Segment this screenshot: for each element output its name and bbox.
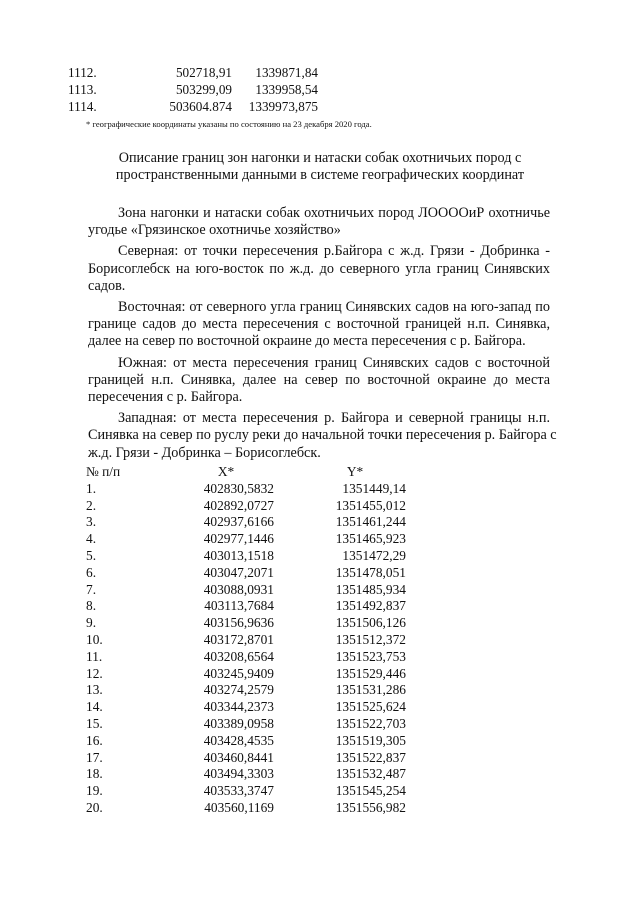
x-coordinate: 403533,3747 [203,783,274,799]
row-number: 5. [86,547,97,563]
text-line: пересечения с р. Байгора. [88,389,243,406]
text-line: Западная: от места пересечения р. Байгора и северной границы н.п. [118,410,550,427]
x-coordinate: 402892,0727 [203,497,274,513]
x-coordinate: 403047,2071 [203,564,274,580]
x-column-header: X* [217,464,235,479]
west-boundary-paragraph [88,410,557,462]
y-coordinate: 1351478,051 [335,564,406,580]
row-number: 1113. [68,82,97,97]
number-column-header: № п/п [86,464,121,479]
row-number: 20. [86,799,103,815]
row-number: 17. [86,749,103,765]
row-number: 15. [86,715,103,731]
x-coordinate: 403245,9409 [203,665,274,681]
row-number: 6. [86,564,97,580]
row-number: 14. [86,699,103,715]
table-row [86,766,406,783]
text-line: границей н.п. Синявка, далее на север по восточной окраине до места [88,371,550,388]
x-coordinate: 403208,6564 [203,648,274,664]
y-coordinate: 1351522,703 [335,715,406,731]
y-coordinate: 1351545,254 [335,783,406,799]
table-row [68,98,318,115]
heading-line: Описание границ зон нагонки и натаски собак охотничьих пород с [118,150,522,166]
coordinates-footnote: * географические координаты указаны по состоянию на 23 декабря 2020 года. [86,119,372,129]
x-coordinate: 403428,4535 [203,732,274,748]
table-row [86,498,406,515]
row-number: 19. [86,783,103,799]
table-row [68,81,318,98]
y-coordinate: 1351455,012 [335,497,406,513]
y-coordinate: 1351465,923 [335,531,406,547]
row-number: 1. [86,480,97,496]
y-coordinate: 1351506,126 [335,615,406,631]
boundary-description [88,205,557,466]
table-row [86,750,406,767]
x-coordinate: 403560,1169 [204,799,274,815]
y-column-header: Y* [346,464,364,479]
row-number: 9. [86,615,97,631]
x-coordinate: 403088,0931 [203,581,274,597]
east-boundary-paragraph [88,299,550,351]
text-line: Зона нагонки и натаски собак охотничьих пород ЛООООиР охотничье [118,205,550,221]
table-row [86,666,406,683]
x-coordinate: 503604.874 [169,99,232,114]
row-number: 18. [86,766,103,782]
y-coordinate: 1351523,753 [335,648,406,664]
x-coordinate: 403389,0958 [203,715,274,731]
row-number: 1112. [68,65,97,80]
table-row [86,582,406,599]
y-coordinate: 1351449,14 [342,480,406,496]
text-line: Синявка на север по руслу реки до начальной точки пересечения р. Байгора с [88,427,557,444]
y-coordinate: 1351512,372 [335,631,406,647]
text-line: Южная: от места пересечения границ Синявских садов с восточной [118,354,550,371]
y-coordinate: 1351556,982 [335,799,406,815]
row-number: 16. [86,732,103,748]
text-line: Восточная: от северного угла границ Синявских садов на юго-запад по [118,299,550,316]
table-row [86,565,406,582]
table-row [86,548,406,565]
row-number: 4. [86,531,97,547]
y-coordinate: 1351492,837 [335,598,406,614]
x-coordinate: 402977,1446 [203,531,274,547]
table-row [86,615,406,632]
table-row [86,531,406,548]
section-heading [70,150,570,184]
table-row [86,800,406,817]
x-coordinate: 403494,3303 [203,766,274,782]
x-coordinate: 403156,9636 [203,615,274,631]
table-row [68,64,318,81]
row-number: 1114. [68,99,97,114]
coordinates-table [86,464,406,817]
x-coordinate: 403460,8441 [203,749,274,765]
x-coordinate: 402830,5832 [203,480,274,496]
table-row [86,699,406,716]
text-line: далее на север по восточной окраине до места пересечения с р. Байгора. [88,333,526,350]
x-coordinate: 403172,8701 [203,631,274,647]
table-row [86,514,406,531]
row-number: 12. [86,665,103,681]
row-number: 13. [86,682,103,698]
x-coordinate: 403113,7684 [204,598,274,614]
text-line: садов. [88,277,126,294]
table-row [86,598,406,615]
y-coordinate: 1339958,54 [255,82,318,97]
table-row [86,481,406,498]
text-line: ж.д. Грязи - Добринка – Борисоглебск. [88,444,321,461]
row-number: 3. [86,514,97,530]
x-coordinate: 503299,09 [175,82,232,97]
y-coordinate: 1351461,244 [335,514,406,530]
table-header-row [86,464,406,481]
table-row [86,649,406,666]
x-coordinate: 403344,2373 [203,699,274,715]
x-coordinate: 403274,2579 [203,682,274,698]
y-coordinate: 1351519,305 [335,732,406,748]
table-row [86,733,406,750]
text-line: границе садов до места пересечения с восточной границей н.п. Синявка, [88,316,550,333]
x-coordinate: 502718,91 [175,65,232,80]
x-coordinate: 402937,6166 [203,514,274,530]
zone-paragraph [88,205,550,239]
y-coordinate: 1351525,624 [335,699,406,715]
text-line: Северная: от точки пересечения р.Байгора с ж.д. Грязи - Добринка - [118,243,550,260]
row-number: 2. [86,497,97,513]
y-coordinate: 1351531,286 [335,682,406,698]
y-coordinate: 1339973,875 [248,99,318,114]
table-row [86,632,406,649]
heading-line: пространственными данными в системе географических координат [115,167,525,183]
y-coordinate: 1339871,84 [255,65,318,80]
row-number: 8. [86,598,97,614]
north-boundary-paragraph [88,243,550,295]
table-row [86,716,406,733]
row-number: 11. [86,648,103,664]
y-coordinate: 1351522,837 [335,749,406,765]
text-line: угодье «Грязинское охотничье хозяйство» [88,222,341,239]
previous-coordinates-table [68,64,318,115]
row-number: 7. [86,581,97,597]
y-coordinate: 1351529,446 [335,665,406,681]
x-coordinate: 403013,1518 [203,547,274,563]
row-number: 10. [86,631,103,647]
y-coordinate: 1351485,934 [335,581,406,597]
table-row [86,783,406,800]
table-row [86,682,406,699]
y-coordinate: 1351532,487 [335,766,406,782]
south-boundary-paragraph [88,355,550,407]
y-coordinate: 1351472,29 [342,547,406,563]
text-line: Борисоглебск на юго-восток по ж.д. до северного угла границ Синявских [88,260,550,277]
